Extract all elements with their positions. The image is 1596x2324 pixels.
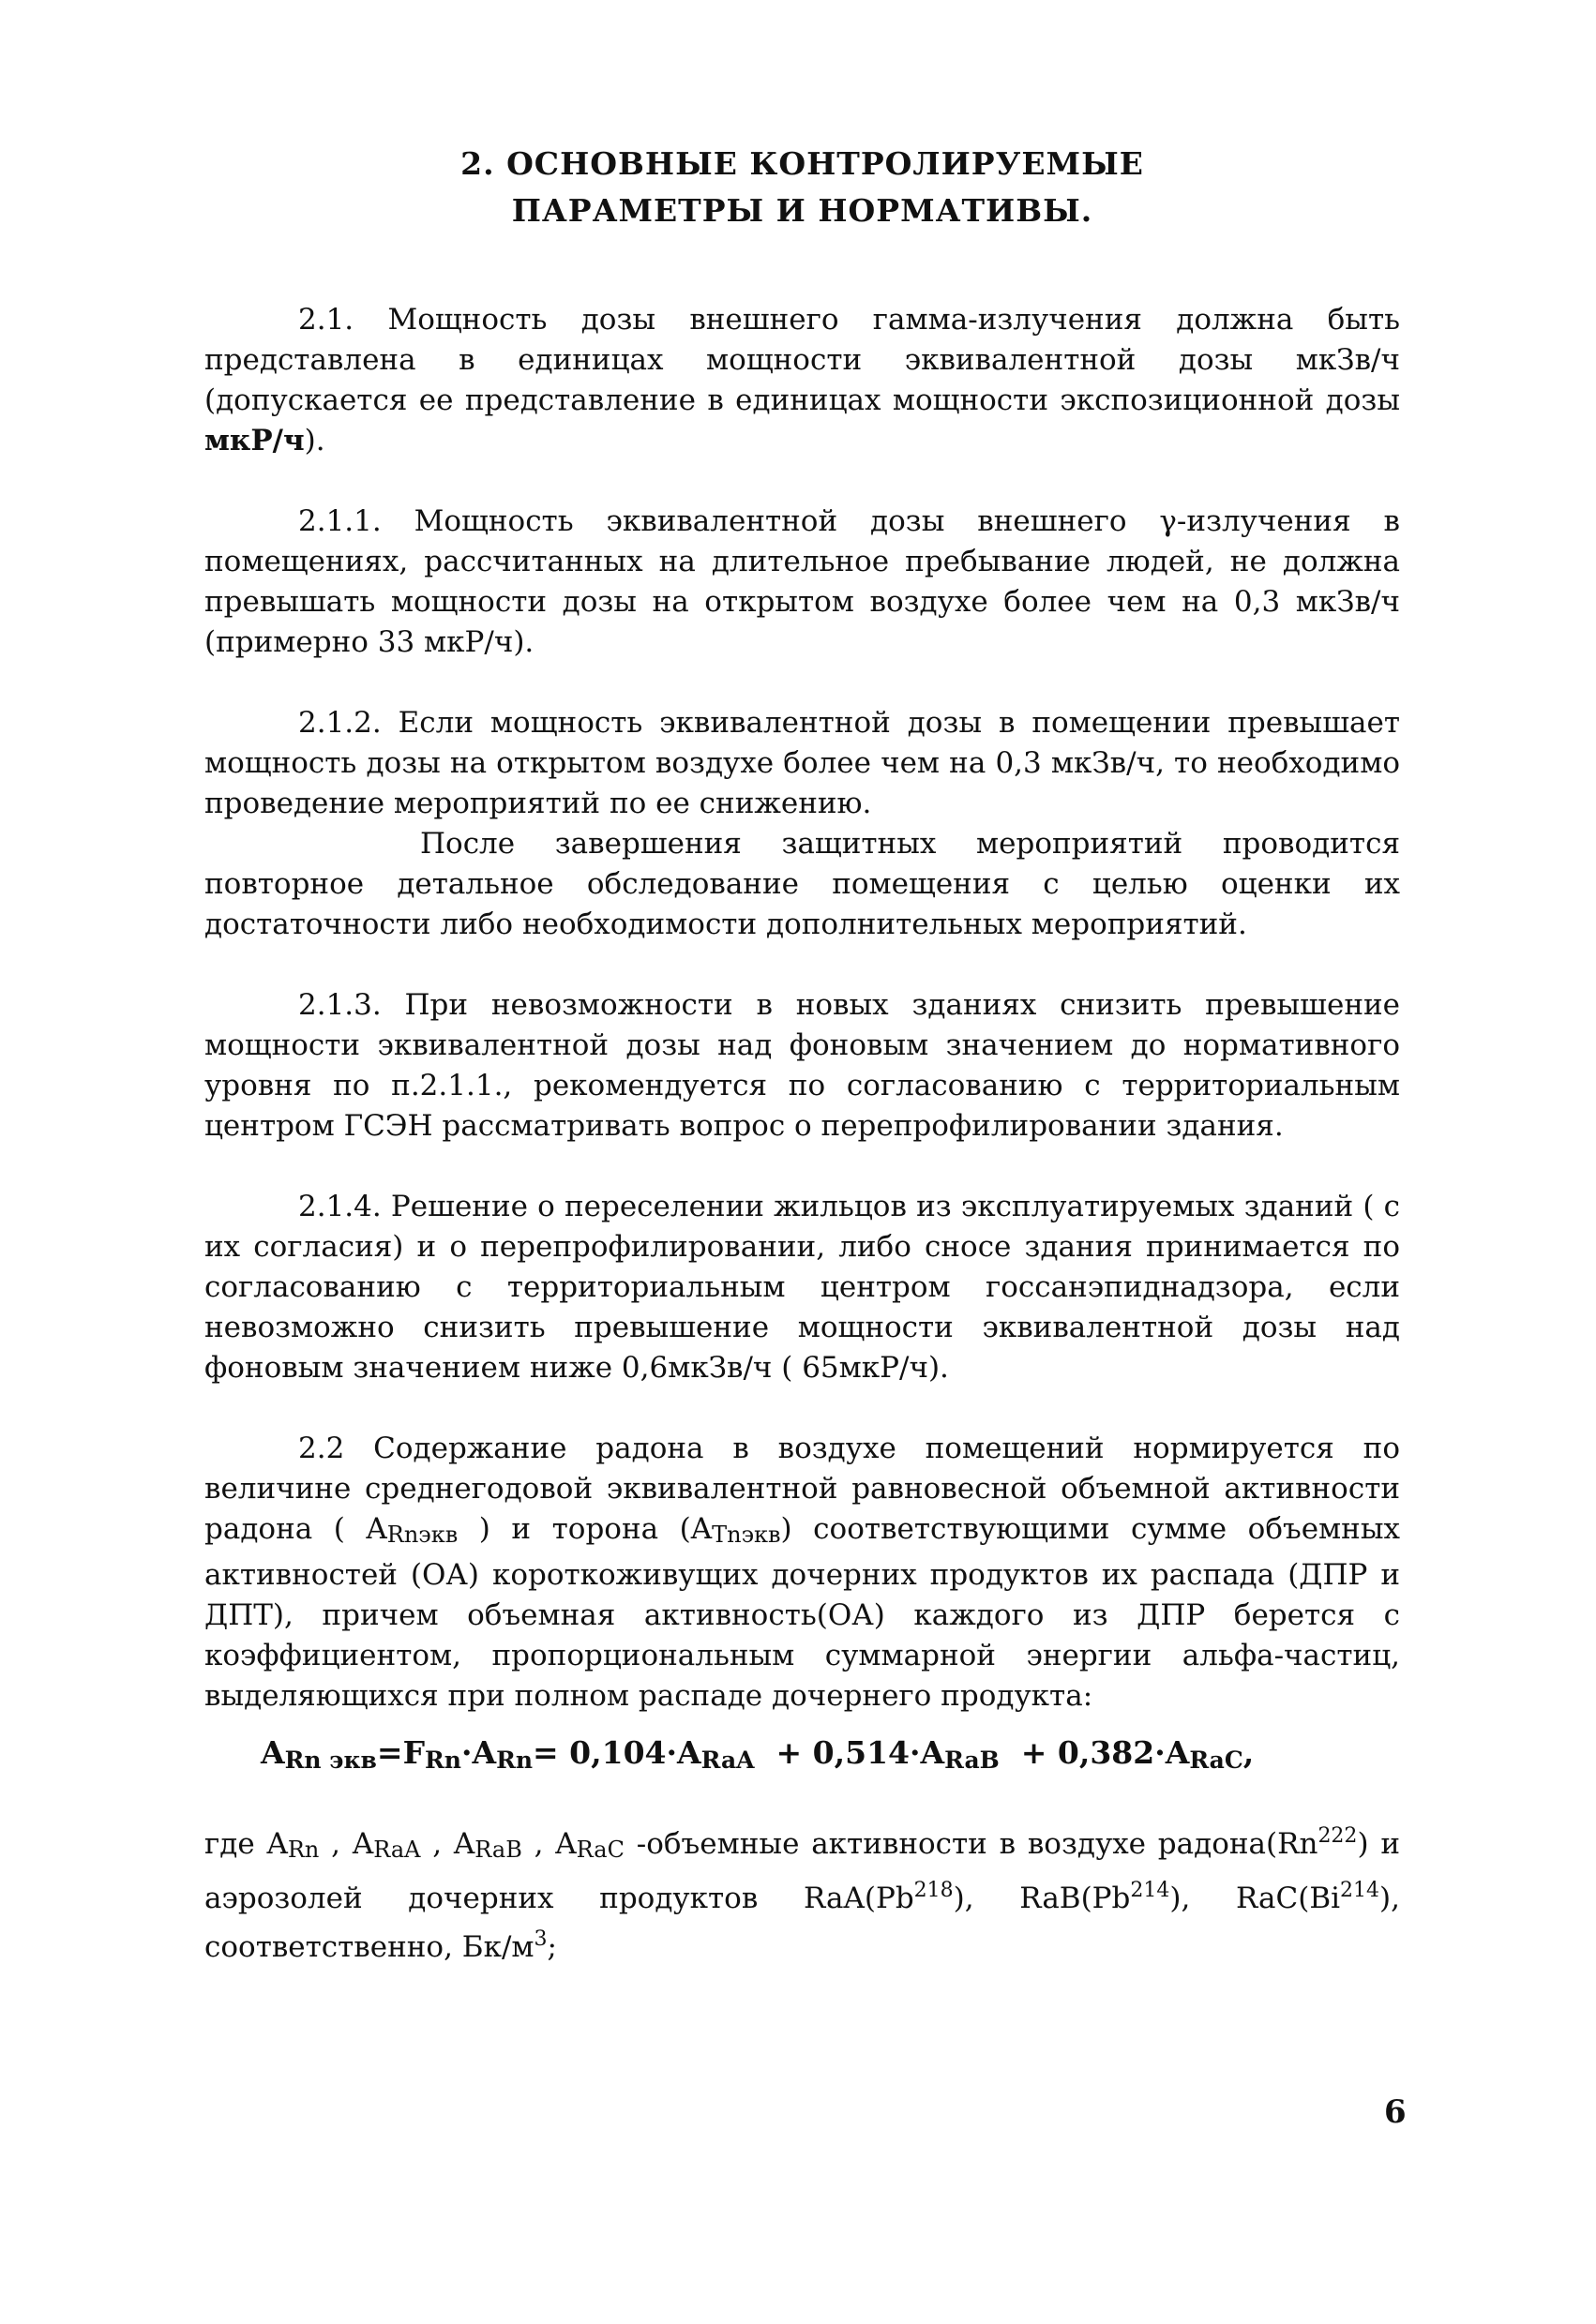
where-t9: ), соответственно, Бк/м [204, 1882, 1400, 1964]
page-content [204, 141, 1400, 1968]
where-sup-222: 222 [1317, 1824, 1358, 1848]
formula-c: ·A [460, 1734, 497, 1771]
formula-b: =F [376, 1734, 426, 1771]
where-sup-214b: 214 [1340, 1879, 1380, 1902]
where-t3: , A [420, 1827, 475, 1861]
where-t1: где A [204, 1827, 288, 1861]
formula-sub-1: Rn экв [284, 1747, 377, 1774]
page-number: 6 [1384, 2093, 1407, 2131]
where-t8: ), RaC(Bi [1169, 1882, 1341, 1915]
p22-text-1: 2.2 Содержание радона в воздухе помещений нормируется по величине среднегодовой эквивалентной равновесной объемной активности радона ( A [204, 1432, 1400, 1546]
formula-d: = 0,104·A [533, 1734, 701, 1771]
formula-sub-4: RaA [700, 1747, 755, 1774]
formula-explanation [204, 1816, 1400, 1968]
p22-sub-rn: Rnэкв [386, 1522, 459, 1548]
formula-g: , [1242, 1734, 1255, 1771]
formula-sub-3: Rn [496, 1747, 534, 1774]
where-sub-raa: RaA [373, 1837, 421, 1863]
where-sup-3: 3 [534, 1927, 548, 1951]
p22-text-3: ) соответствующими сумме объемных активностей (ОА) короткоживущих дочерних продуктов их распада (ДПР и ДПТ), причем объемная активность(ОА) каждого из ДПР берется с коэффициентом, пропорциональным суммарной энергии альфа-частиц, выделяющихся при полном распаде дочернего продукта: [204, 1512, 1400, 1713]
where-t10: ; [547, 1930, 557, 1964]
section-title-line-2: ПАРАМЕТРЫ И НОРМАТИВЫ. [511, 192, 1093, 229]
paragraph-2-1-end: ). [304, 424, 325, 457]
where-t2: , A [319, 1827, 374, 1861]
paragraph-2-2 [204, 1429, 1400, 1717]
paragraph-2-1-2: 2.1.2. Если мощность эквивалентной дозы в помещении превышает мощность дозы на открытом воздухе более чем на 0,3 мкЗв/ч, то необходимо проведение мероприятий по ее снижению. [204, 706, 1400, 820]
section-title [204, 141, 1400, 234]
formula-sub-5: RaB [944, 1747, 1000, 1774]
paragraph-2-1-bold-unit: мкР/ч [204, 424, 305, 457]
where-sub-rac: RaC [576, 1837, 625, 1863]
p22-sub-tn: Tnэкв [712, 1522, 781, 1548]
p22-text-2: ) и торона (A [458, 1512, 713, 1546]
where-sub-rn: Rn [287, 1837, 320, 1863]
paragraph-2-1-2-continuation: После завершения защитных мероприятий проводится повторное детальное обследование помещения с целью оценки их достаточности либо необходимости дополнительных мероприятий. [204, 827, 1400, 941]
formula-f: + 0,382·A [999, 1734, 1190, 1771]
paragraph-2-1-4: 2.1.4. Решение о переселении жильцов из эксплуатируемых зданий ( с их согласия) и о перепрофилировании, либо сносе здания принимается по согласованию с территориальным центром госсанэпиднадзора, если невозможно снизить превышение мощности эквивалентной дозы над фоновым значением ниже 0,6мкЗв/ч ( 65мкР/ч). [204, 1190, 1400, 1385]
where-sup-214a: 214 [1130, 1879, 1170, 1902]
where-sub-rab: RaB [474, 1837, 522, 1863]
where-t5: -объемные активности в воздухе радона(Rn [624, 1827, 1318, 1861]
paragraph-2-1-text: 2.1. Мощность дозы внешнего гамма-излучения должна быть представлена в единицах мощности эквивалентной дозы мкЗв/ч (допускается ее представление в единицах мощности экспозиционной дозы [204, 303, 1400, 417]
formula-sub-6: RaC [1189, 1747, 1243, 1774]
where-sup-218: 218 [913, 1879, 954, 1902]
where-t4: , A [521, 1827, 577, 1861]
paragraph-2-1-1: 2.1.1. Мощность эквивалентной дозы внешнего γ-излучения в помещениях, рассчитанных на длительное пребывание людей, не должна превышать мощности дозы на открытом воздухе более чем на 0,3 мкЗв/ч (примерно 33 мкР/ч). [204, 504, 1400, 659]
formula-e: + 0,514·A [754, 1734, 945, 1771]
paragraph-2-1 [204, 300, 1400, 461]
radon-formula [261, 1730, 1400, 1784]
section-title-line-1: 2. ОСНОВНЫЕ КОНТРОЛИРУЕМЫЕ [460, 145, 1144, 182]
paragraph-2-1-3: 2.1.3. При невозможности в новых зданиях снизить превышение мощности эквивалентной дозы над фоновым значением до нормативного уровня по п.2.1.1., рекомендуется по согласованию с территориальным центром ГСЭН рассматривать вопрос о перепрофилировании здания. [204, 988, 1400, 1143]
formula-sub-2: Rn [425, 1747, 461, 1774]
where-t6: ) и аэрозолей дочерних продуктов RaA(Pb [204, 1827, 1400, 1915]
where-t7: ), RaB(Pb [953, 1882, 1131, 1915]
formula-a: A [261, 1734, 285, 1771]
